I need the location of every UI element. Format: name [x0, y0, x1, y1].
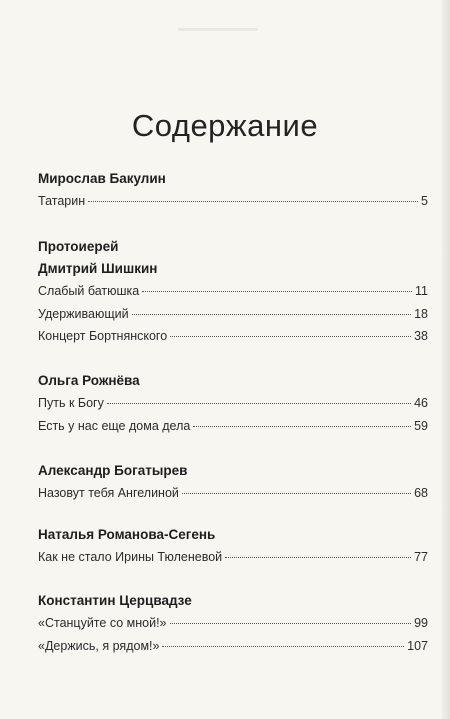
- toc-entry[interactable]: [38, 392, 428, 415]
- page-number: 59: [414, 418, 428, 433]
- author-name: Ольга Рожнёва: [38, 373, 140, 388]
- entry-title: «Станцуйте со мной!»: [38, 616, 167, 630]
- toc-section: [38, 460, 428, 505]
- toc-entry[interactable]: [38, 325, 428, 348]
- entry-title: Назовут тебя Ангелиной: [38, 486, 179, 500]
- page-number: 11: [415, 284, 428, 298]
- entry-title: Путь к Богу: [38, 396, 104, 410]
- page-title: Содержание: [131, 108, 319, 143]
- page-number: 77: [414, 550, 428, 564]
- page-number: 107: [407, 638, 428, 653]
- bleed-through-text: [178, 28, 258, 31]
- toc-section: [38, 370, 428, 437]
- entry-title: Удерживающий: [38, 306, 129, 321]
- author-name: Наталья Романова-Сегень: [38, 527, 216, 542]
- entry-title: Концерт Бортнянского: [38, 329, 168, 343]
- author-name: Мирослав Бакулин: [38, 171, 166, 186]
- page-number: 46: [414, 396, 428, 410]
- toc-entry[interactable]: [38, 482, 428, 505]
- toc-entry[interactable]: [38, 303, 428, 326]
- toc-section: [38, 524, 428, 569]
- dot-leader: [162, 646, 404, 647]
- dot-leader: [170, 623, 412, 624]
- dot-leader: [170, 336, 411, 337]
- toc-section: [38, 168, 428, 213]
- toc-entry[interactable]: [38, 190, 428, 213]
- dot-leader: [88, 201, 418, 202]
- author-name: Дмитрий Шишкин: [38, 261, 158, 276]
- toc-section: [38, 590, 428, 657]
- toc-section: [38, 236, 428, 348]
- page-number: 68: [414, 486, 428, 500]
- dot-leader: [193, 426, 411, 427]
- page-number: 38: [414, 329, 428, 343]
- toc-entry[interactable]: [38, 635, 428, 658]
- entry-title: Слабый батюшка: [38, 284, 140, 298]
- entry-title: «Держись, я рядом!»: [38, 638, 160, 653]
- page-number: 99: [414, 616, 428, 630]
- toc-entry[interactable]: [38, 415, 428, 438]
- entry-title: Есть у нас еще дома дела: [38, 418, 191, 433]
- page-number: 18: [414, 306, 428, 321]
- author-rank: Протоиерей: [38, 239, 119, 254]
- dot-leader: [142, 291, 412, 292]
- toc-entry[interactable]: [38, 612, 428, 635]
- entry-title: Как не стало Ирины Тюленевой: [38, 550, 223, 564]
- entry-title: Татарин: [38, 194, 86, 208]
- dot-leader: [132, 314, 412, 315]
- dot-leader: [182, 493, 411, 494]
- page-number: 5: [421, 194, 428, 208]
- author-name: Александр Богатырев: [38, 463, 188, 478]
- dot-leader: [225, 557, 411, 558]
- toc-entry[interactable]: [38, 280, 428, 303]
- author-name: Константин Церцвадзе: [38, 593, 192, 608]
- dot-leader: [107, 403, 411, 404]
- toc-entry[interactable]: [38, 546, 428, 569]
